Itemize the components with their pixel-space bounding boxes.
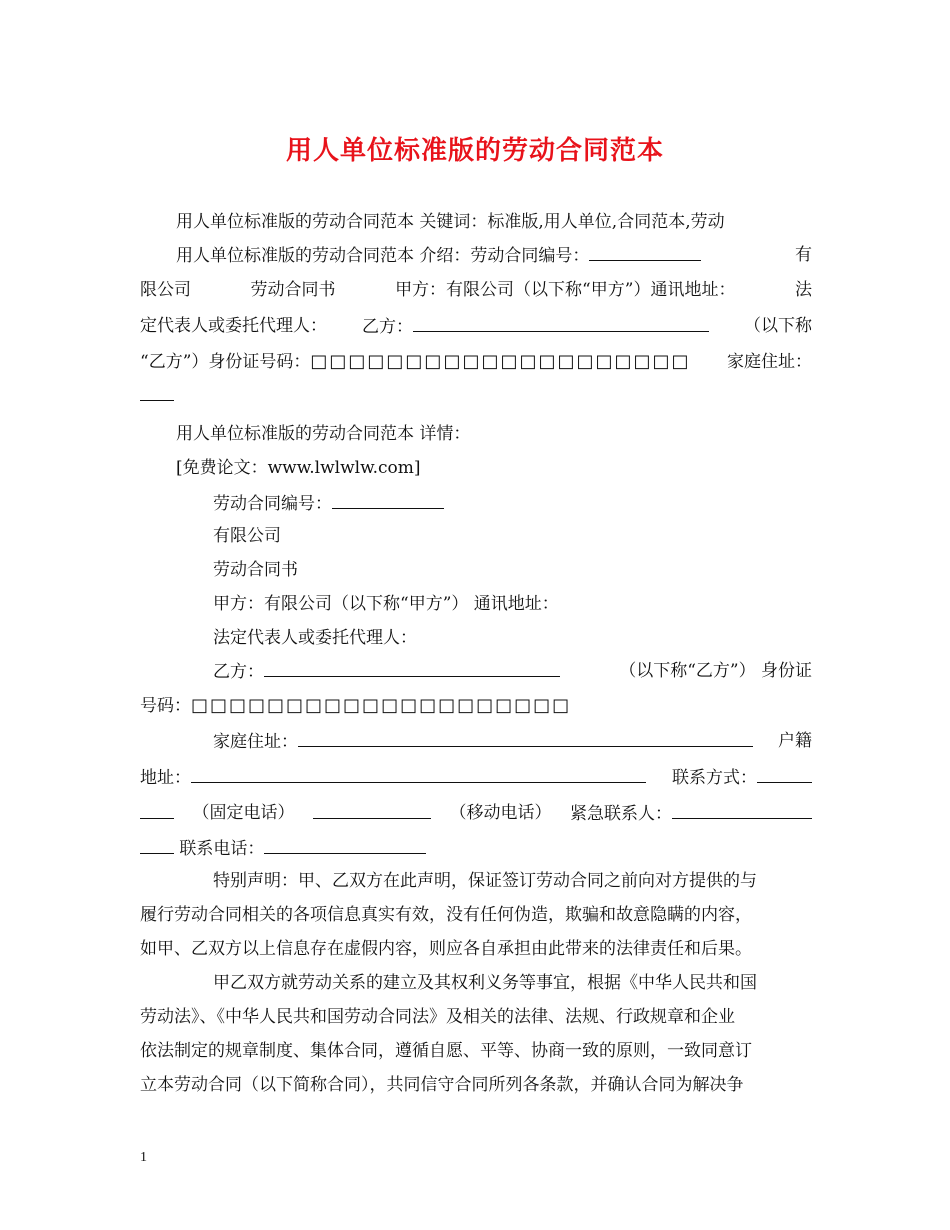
field-label: 地址：	[140, 768, 191, 788]
summary-text: 定代表人或委托代理人：	[140, 316, 327, 336]
page-number: 1	[140, 1150, 147, 1165]
phone-line	[140, 796, 812, 831]
summary-text: 用人单位标准版的劳动合同范本 介绍：劳动合同编号：	[176, 246, 590, 266]
declaration-line-1: 特别声明：甲、乙双方在此声明，保证签订劳动合同之前向对方提供的与	[213, 871, 757, 891]
blank-line	[757, 760, 812, 783]
contact-phone-line	[140, 831, 812, 866]
field-label: （固定电话）	[192, 803, 295, 823]
intro-summary-line-1	[140, 238, 812, 273]
blank-line	[413, 309, 709, 332]
field-label: 乙方：	[213, 662, 264, 682]
summary-text: 乙方：	[362, 317, 413, 337]
id-boxes: □□□□□□□□□□□□□□□□□□□□	[191, 695, 572, 716]
party-b-line	[140, 654, 812, 689]
contract-no-line	[140, 486, 812, 521]
summary-text: 法	[794, 280, 812, 300]
summary-text-end: 有	[795, 245, 812, 265]
legal-rep-line: 法定代表人或委托代理人：	[213, 628, 417, 648]
intro-summary-line-5	[140, 378, 812, 413]
field-label: 劳动合同编号：	[213, 494, 332, 514]
basis-line-2: 劳动法》、《中华人民共和国劳动合同法》及相关的法律、法规、行政规章和企业	[140, 1007, 735, 1027]
field-label: 联系方式：	[672, 768, 757, 788]
summary-text: 甲方：有限公司（以下称“甲方”）通讯地址：	[395, 280, 736, 300]
field-label: 联系电话：	[179, 839, 265, 859]
field-label: 紧急联系人：	[570, 804, 672, 824]
declaration-line-2: 履行劳动合同相关的各项信息真实有效，没有任何伪造，欺骗和故意隐瞒的内容，	[140, 905, 752, 925]
blank-line	[672, 796, 812, 819]
company-line: 有限公司	[213, 526, 281, 546]
summary-text: “乙方”）身份证号码：	[140, 352, 311, 372]
summary-text: 劳动合同书	[250, 280, 336, 300]
blank-line	[140, 378, 174, 401]
intro-summary-line-4	[140, 345, 812, 379]
address-line	[140, 760, 812, 795]
basis-line-3: 依法制定的规章制度、集体合同，遵循自愿、平等、协商一致的原则，一致同意订	[140, 1041, 752, 1061]
party-a-line: 甲方：有限公司（以下称“甲方”） 通讯地址：	[213, 594, 559, 614]
field-label: 户籍	[778, 731, 812, 751]
blank-line	[313, 796, 431, 819]
field-label: （移动电话）	[449, 803, 552, 823]
declaration-line-3: 如甲、乙双方以上信息存在虚假内容，则应各自承担由此带来的法律责任和后果。	[140, 939, 752, 959]
blank-line	[140, 831, 174, 854]
document-title: 用人单位标准版的劳动合同范本	[285, 136, 664, 166]
blank-line	[140, 796, 174, 819]
intro-summary-line-3	[140, 309, 812, 344]
blank-line	[191, 760, 646, 783]
summary-text: （以下称	[744, 316, 812, 336]
field-label: 家庭住址：	[213, 732, 298, 752]
summary-text: 限公司	[140, 280, 191, 300]
summary-text: 家庭住址：	[727, 352, 812, 372]
home-address-line	[140, 724, 812, 759]
field-label: 号码：	[140, 696, 191, 716]
id-boxes: □□□□□□□□□□□□□□□□□□□□	[310, 351, 691, 372]
basis-line-4: 立本劳动合同（以下简称合同），共同信守合同所列各条款，并确认合同为解决争	[140, 1075, 744, 1095]
blank-line	[298, 724, 753, 747]
source-link: [免费论文：www.lwlwlw.com]	[176, 458, 421, 478]
basis-line-1: 甲乙双方就劳动关系的建立及其权利义务等事宜，根据《中华人民共和国	[213, 973, 757, 993]
id-number-line	[140, 689, 812, 723]
doc-title-line: 劳动合同书	[213, 560, 298, 580]
blank-line	[264, 831, 426, 854]
blank-line	[264, 654, 560, 677]
intro-details: 用人单位标准版的劳动合同范本 详情：	[176, 424, 471, 444]
blank-line	[589, 238, 701, 261]
intro-summary-line-2	[140, 273, 812, 307]
intro-keywords: 用人单位标准版的劳动合同范本 关键词：标准版,用人单位,合同范本,劳动	[176, 212, 725, 232]
blank-line	[332, 486, 444, 509]
field-label: （以下称“乙方”） 身份证	[619, 661, 812, 681]
